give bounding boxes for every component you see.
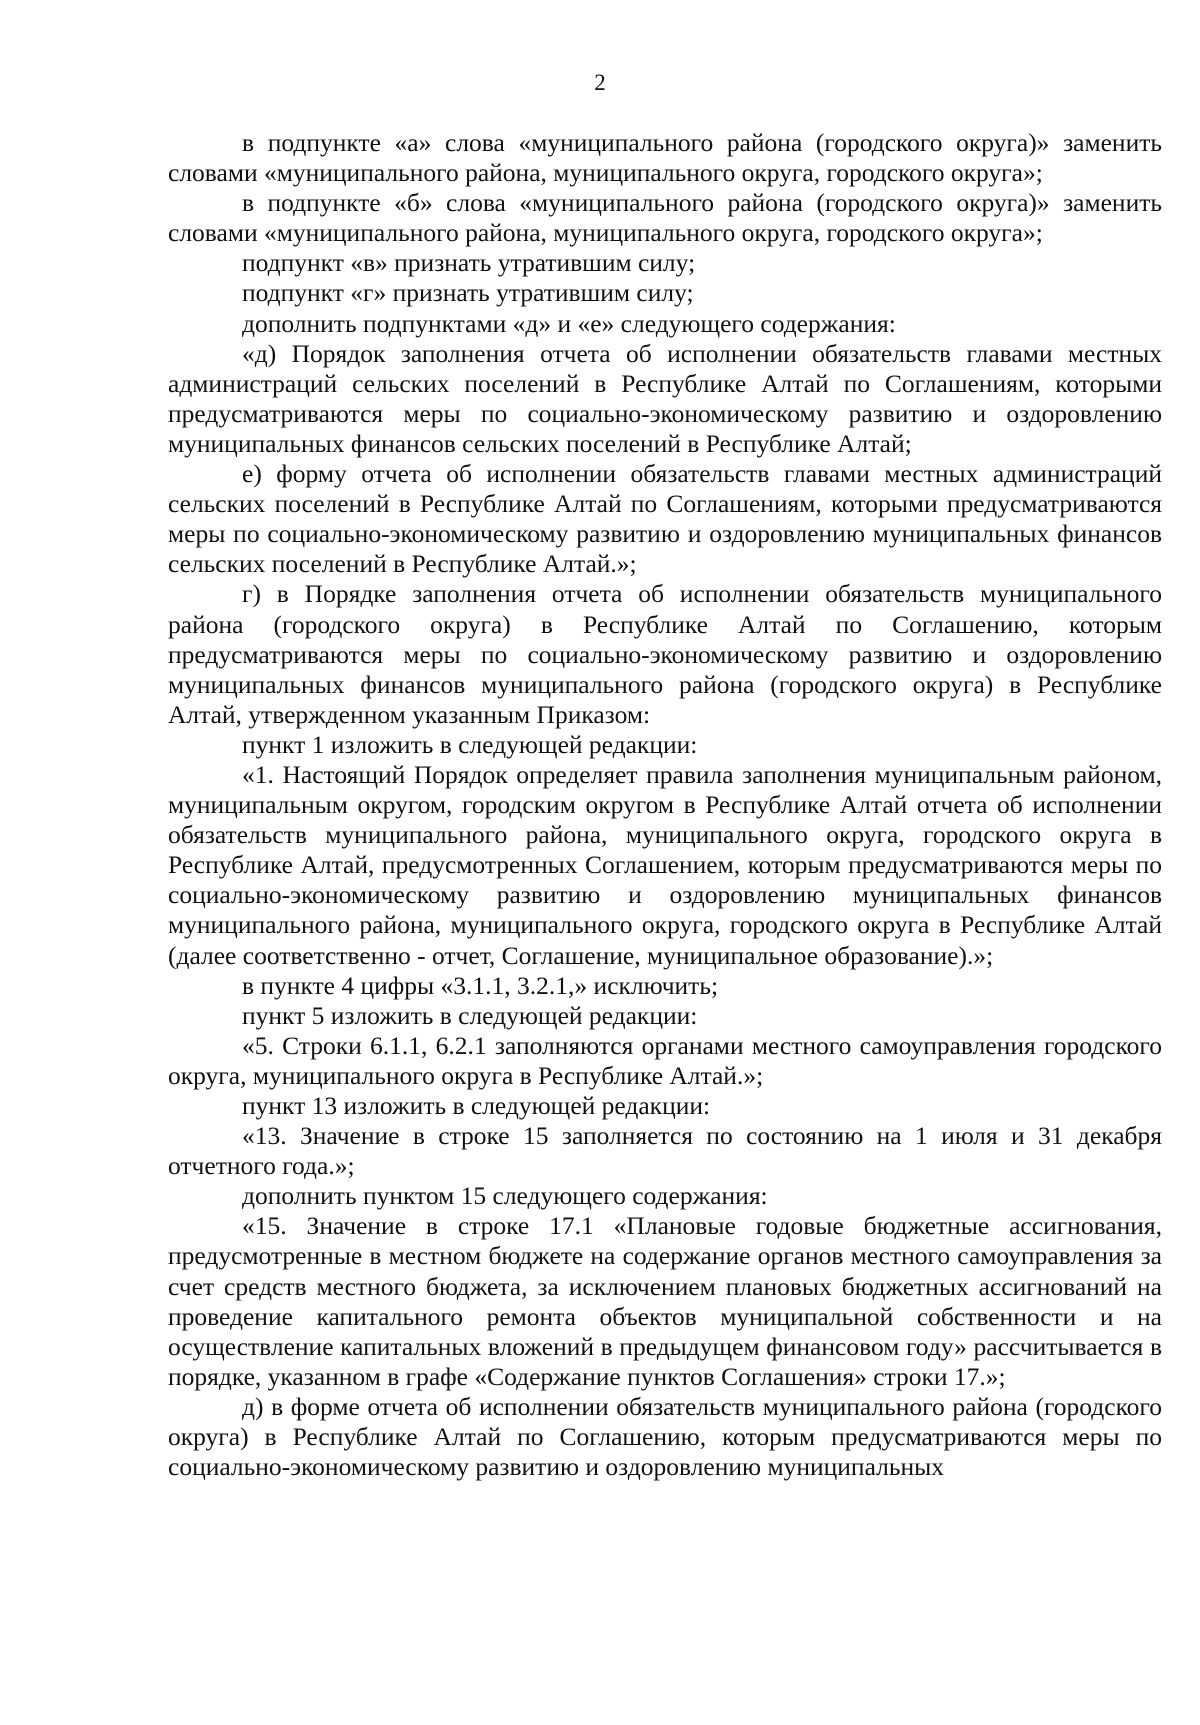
paragraph-point-15-text: «15. Значение в строке 17.1 «Плановые годовые бюджетные ассигнования, предусмотренные в местном бюджете на содержание органов местного самоуправления за счет средств местного бюджета, за исключением плановых бюджетных ассигнований на проведение капитального ремонта объектов муниципальной собственности и на осуществление капитальных вложений в предыдущем финансовом году» рассчитывается в порядке, указанном в графе «Содержание пунктов Соглашения» строки 17.»;: [168, 1211, 1162, 1391]
paragraph-subpoint-v: подпункт «в» признать утратившим силу;: [242, 248, 696, 278]
paragraph-point-5-text: «5. Строки 6.1.1, 6.2.1 заполняются органами местного самоуправления городского округа, муниципального округа в Республике Алтай.»;: [168, 1030, 1162, 1090]
paragraph-d-form: д) в форме отчета об исполнении обязательств муниципального района (городского округа) в Республике Алтай по Соглашению, которым предусматриваются меры по социально-экономическому развитию и оздоровлению муниципальных: [168, 1391, 1162, 1482]
document-body: [168, 128, 1162, 1482]
page-number: 2: [594, 70, 606, 95]
paragraph-point-15-intro: дополнить пунктом 15 следующего содержания:: [242, 1181, 768, 1211]
paragraph-item-e: е) форму отчета об исполнении обязательств главами местных администраций сельских поселений в Республике Алтай по Соглашениям, которыми предусматриваются меры по социально-экономическому развитию и оздоровлению муниципальных финансов сельских поселений в Республике Алтай.»;: [168, 459, 1162, 579]
paragraph-subpoint-b: в подпункте «б» слова «муниципального района (городского округа)» заменить словами «муниципального района, муниципального округа, городского округа»;: [168, 188, 1162, 248]
paragraph-subpoint-a: в подпункте «а» слова «муниципального района (городского округа)» заменить словами «муниципального района, муниципального округа, городского округа»;: [168, 128, 1162, 188]
paragraph-add-subpoints: дополнить подпунктами «д» и «е» следующего содержания:: [242, 308, 896, 338]
paragraph-point-1-intro: пункт 1 изложить в следующей редакции:: [242, 729, 698, 759]
paragraph-point-5-intro: пункт 5 изложить в следующей редакции:: [242, 1000, 698, 1030]
paragraph-item-d: «д) Порядок заполнения отчета об исполнении обязательств главами местных администраций сельских поселений в Республике Алтай по Соглашениям, которыми предусматриваются меры по социально-экономическому развитию и оздоровлению муниципальных финансов сельских поселений в Республике Алтай;: [168, 338, 1162, 458]
paragraph-point-13-intro: пункт 13 изложить в следующей редакции:: [242, 1091, 711, 1120]
paragraph-point-4: в пункте 4 цифры «3.1.1, 3.2.1,» исключить;: [242, 970, 719, 1000]
paragraph-point-13-text: «13. Значение в строке 15 заполняется по состоянию на 1 июля и 31 декабря отчетного года.»;: [168, 1121, 1162, 1181]
paragraph-subpoint-g: подпункт «г» признать утратившим силу;: [242, 278, 694, 308]
paragraph-g-procedure: г) в Порядке заполнения отчета об исполнении обязательств муниципального района (городского округа) в Республике Алтай по Соглашению, которым предусматриваются меры по социально-экономическому развитию и оздоровлению муниципальных финансов муниципального района (городского округа) в Республике Алтай, утвержденном указанным Приказом:: [168, 579, 1162, 729]
paragraph-point-1-text: «1. Настоящий Порядок определяет правила заполнения муниципальным районом, муниципальным округом, городским округом в Республике Алтай отчета об исполнении обязательств муниципального района, муниципального округа, городского округа в Республике Алтай, предусмотренных Соглашением, которым предусматриваются меры по социально-экономическому развитию и оздоровлению муниципальных финансов муниципального района, муниципального округа, городского округа в Республике Алтай (далее соответственно - отчет, Соглашение, муниципальное образование).»;: [168, 759, 1162, 970]
